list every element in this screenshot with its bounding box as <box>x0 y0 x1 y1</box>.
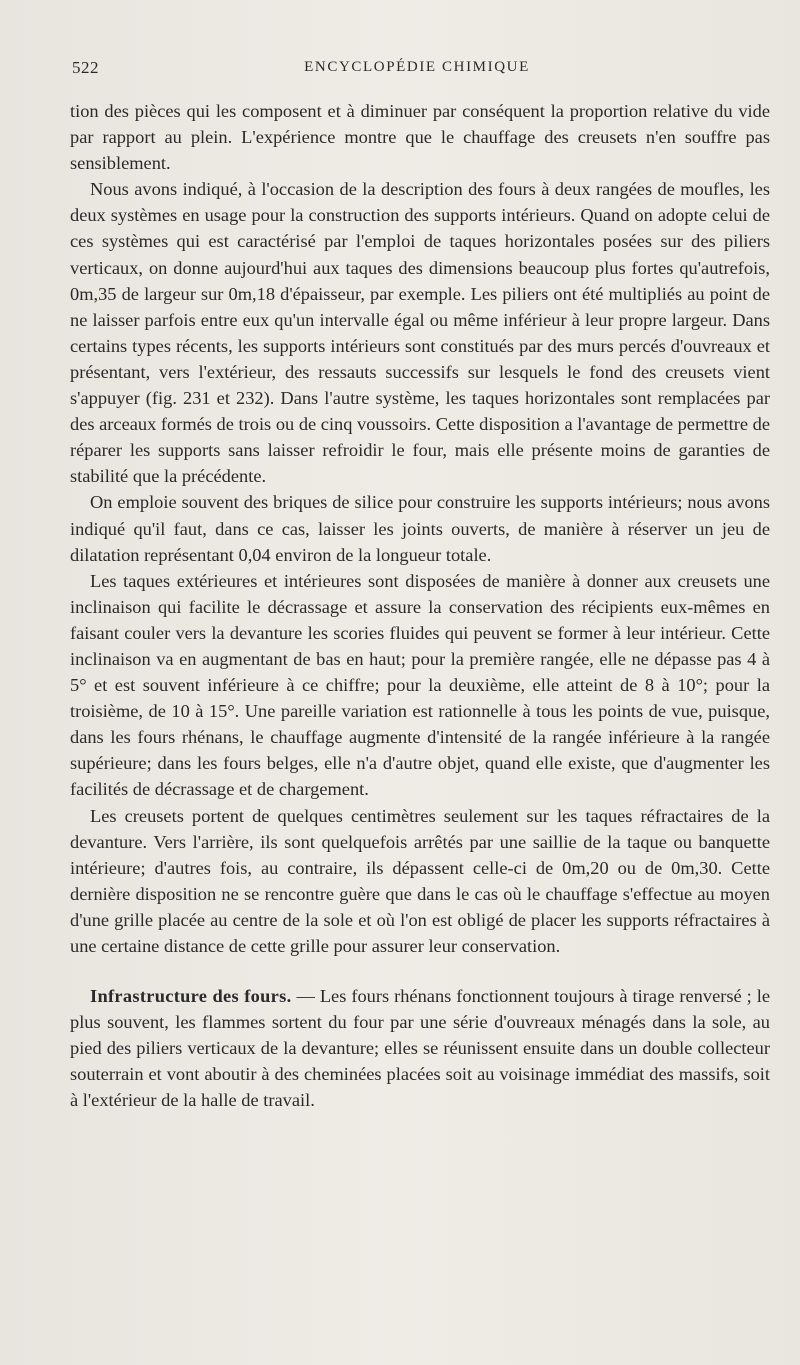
paragraph-infrastructure <box>70 983 770 1113</box>
paragraph-supports: Nous avons indiqué, à l'occasion de la description des fours à deux rangées de moufles, les deux systèmes en usage pour la construction des supports intérieurs. Quand on adopte celui de ces systèmes qui est caractérisé par l'emploi de taques horizontales posées sur des piliers verticaux, on donne aujourd'hui aux taques des dimensions beaucoup plus fortes qu'autrefois, 0m,35 de largeur sur 0m,18 d'épaisseur, par exemple. Les piliers ont été multipliés au point de ne laisser parfois entre eux qu'un intervalle égal ou même inférieur à leur propre largeur. Dans certains types récents, les supports intérieurs sont constitués par des murs percés d'ouvreaux et présentant, vers l'extérieur, des ressauts successifs sur lesquels le fond des creusets vient s'appuyer (fig. 231 et 232). Dans l'autre système, les taques horizontales sont remplacées par des arceaux formés de trois ou de cinq voussoirs. Cette disposition a l'avantage de permettre de réparer les supports sans laisser refroidir le four, mais elle présente moins de garanties de stabilité que la précédente. <box>70 179 770 487</box>
section-gap <box>70 959 770 983</box>
section-text: — Les fours rhénans fonctionnent toujours à tirage renversé ; le plus souvent, les flammes sortent du four par une série d'ouvreaux ménagés dans la sole, au pied des piliers verticaux de la devanture; elles se réunissent ensuite dans un double collecteur souterrain et vont aboutir à des cheminées placées soit au voisinage immédiat des massifs, soit à l'extérieur de la halle de travail. <box>70 986 770 1111</box>
running-title: ENCYCLOPÉDIE CHIMIQUE <box>304 59 530 75</box>
paragraph-silica-bricks: On emploie souvent des briques de silice pour construire les supports intérieurs; nous avons indiqué qu'il faut, dans ce cas, laisser les joints ouverts, de manière à réserver un jeu de dilatation représentant 0,04 environ de la longueur totale. <box>70 492 770 565</box>
page-number: 522 <box>72 58 99 77</box>
paragraph-continued: tion des pièces qui les composent et à diminuer par conséquent la proportion relative du vide par rapport au plein. L'expérience montre que le chauffage des creusets n'en souffre pas sensiblement. <box>70 101 770 174</box>
paragraph-inclination: Les taques extérieures et intérieures sont disposées de manière à donner aux creusets une inclinaison qui facilite le décrassage et assure la conservation des récipients eux-mêmes en faisant couler vers la devanture les scories fluides qui peuvent se former à leur intérieur. Cette inclinaison va en augmentant de bas en haut; pour la première rangée, elle ne dépasse pas 4 à 5° et est souvent inférieure à ce chiffre; pour la deuxième, elle atteint de 8 à 10°; pour la troisième, de 10 à 15°. Une pareille variation est rationnelle à tous les points de vue, puisque, dans les fours rhénans, le chauffage augmente d'intensité de la rangée inférieure à la rangée supérieure; dans les fours belges, elle n'a d'autre objet, quand elle existe, que d'augmenter les facilités de décrassage et de chargement. <box>70 570 770 800</box>
section-heading: Infrastructure des fours. <box>90 986 292 1007</box>
body-text <box>70 98 770 1114</box>
page-header <box>72 58 762 84</box>
paragraph-crucibles: Les creusets portent de quelques centimètres seulement sur les taques réfractaires de la devanture. Vers l'arrière, ils sont quelquefois arrêtés par une saillie de la taque ou banquette intérieure; d'autres fois, au contraire, ils dépassent celle-ci de 0m,20 ou de 0m,30. Cette dernière disposition ne se rencontre guère que dans le cas où le chauffage s'effectue au moyen d'une grille placée au centre de la sole et où l'on est obligé de placer les supports réfractaires à une certaine distance de cette grille pour assurer leur conservation. <box>70 805 770 956</box>
